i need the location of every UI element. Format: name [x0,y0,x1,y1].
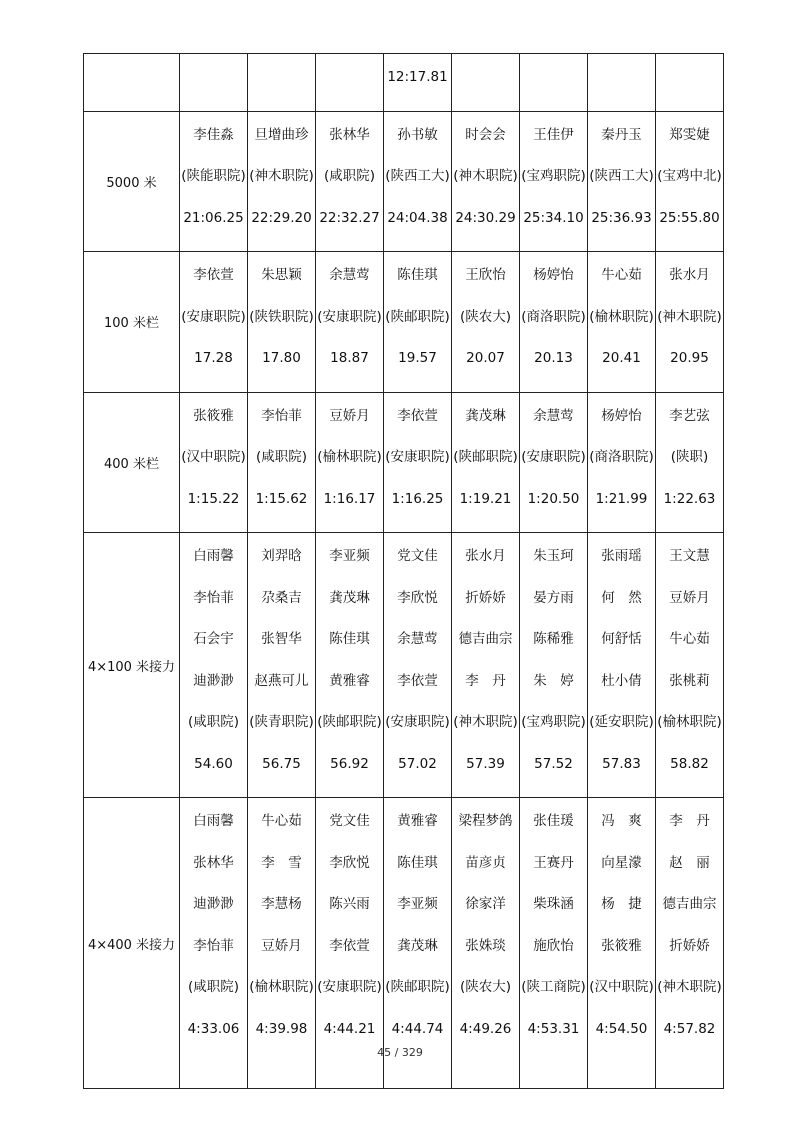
athlete-name: 刘羿晗 [261,548,302,564]
result-cell [656,392,724,533]
result-time: 1:16.17 [323,490,376,507]
result-cell [656,111,724,252]
table-row [84,798,724,1089]
school-name: (榆林职院) [317,449,382,465]
athlete-name: 朱思颖 [261,267,302,283]
athlete-name: 余慧莺 [329,267,370,283]
result-time: 18.87 [330,350,369,366]
athlete-name: 李慧杨 [261,896,302,912]
result-time: 57.52 [534,755,573,772]
athlete-name: 张桃莉 [669,672,710,689]
event-name-cell [84,54,180,112]
athlete-name: 杜小倩 [601,672,642,689]
result-cell [384,798,452,1089]
school-name: (陕邮职院) [453,449,518,465]
school-name: (陕邮职院) [317,714,382,730]
athlete-name: 李亚频 [397,896,438,912]
result-cell [452,111,520,252]
athlete-name: 石会宇 [193,631,234,647]
athlete-name: 张林华 [193,854,234,871]
athlete-name: 李佳淼 [193,126,234,143]
athlete-name: 黄雅睿 [397,813,438,829]
athlete-name: 张林华 [329,126,370,143]
result-time: 57.83 [602,755,641,772]
result-time: 4:39.98 [255,1020,308,1037]
result-cell [452,54,520,112]
result-text [452,69,519,111]
result-cell [248,798,316,1089]
athlete-name: 余慧莺 [397,631,438,647]
school-name: (神木职院) [453,168,518,184]
result-cell [588,798,656,1089]
athlete-name: 张姝琰 [465,937,506,954]
result-time: 56.75 [262,755,301,772]
athlete-name: 苗彦贞 [465,854,506,871]
school-name: (安康职院) [181,308,246,325]
athlete-name: 李依萱 [397,407,438,424]
result-cell [180,798,248,1089]
result-time: 4:49.26 [459,1020,512,1037]
athlete-name: 陈佳琪 [329,631,370,647]
result-time: 4:57.82 [663,1020,716,1037]
result-cell [384,533,452,798]
school-name: (榆林职院) [249,979,314,995]
athlete-name: 梁程梦鸽 [458,813,513,829]
athlete-name: 杨婷怡 [533,267,574,283]
athlete-name: 柴珠涵 [533,896,574,912]
result-time: 1:19.21 [459,490,512,507]
table-row [84,54,724,112]
result-time: 19.57 [398,350,437,366]
athlete-name: 折娇娇 [669,937,710,954]
athlete-name: 迪渺渺 [193,672,234,689]
athlete-name: 龚茂琳 [397,937,438,954]
athlete-name: 李亚频 [329,548,370,564]
school-name: (安康职院) [317,979,382,995]
athlete-name: 秦丹玉 [601,126,642,143]
result-time: 17.28 [194,350,233,366]
result-time: 24:30.29 [455,209,516,226]
athlete-name: 张筱雅 [193,407,234,424]
school-name: (宝鸡职院) [521,168,586,184]
result-cell [452,533,520,798]
athlete-name: 折娇娇 [465,589,506,606]
result-cell [588,54,656,112]
school-name: (延安职院) [589,714,654,730]
result-cell [316,533,384,798]
athlete-name: 张佳瑗 [533,813,574,829]
result-cell [384,252,452,393]
athlete-name: 孙书敏 [397,126,438,143]
athlete-name: 龚茂琳 [465,407,506,424]
athlete-name: 时会会 [465,126,506,143]
school-name: (神木职院) [657,979,722,995]
result-text [656,69,723,111]
result-cell [180,54,248,112]
result-cell [452,252,520,393]
table-row [84,533,724,798]
result-time: 1:16.25 [391,490,444,507]
result-cell [384,392,452,533]
result-time: 4:53.31 [527,1020,580,1037]
result-cell [384,54,452,112]
school-name: (咸职院) [187,714,240,730]
athlete-name: 李怡菲 [193,589,234,606]
result-cell [180,252,248,393]
athlete-name: 陈佳琪 [397,854,438,871]
athlete-name: 朱 婷 [533,672,574,689]
result-time: 1:22.63 [663,490,716,507]
school-name: (陕西工大) [385,168,450,184]
result-time: 20.41 [602,350,641,366]
result-time: 17.80 [262,350,301,366]
athlete-name: 李 雪 [261,854,302,871]
result-cell [520,392,588,533]
result-cell [248,111,316,252]
school-name: (陕工商院) [521,979,586,995]
result-cell [180,111,248,252]
result-time: 1:15.62 [255,490,308,507]
athlete-name: 李 丹 [465,672,506,689]
result-time: 4:44.21 [323,1020,376,1037]
school-name: (安康职院) [521,449,586,465]
school-name: (宝鸡中北) [657,168,722,184]
athlete-name: 赵 丽 [669,854,710,871]
table-row [84,392,724,533]
school-name: (陕能职院) [181,168,246,184]
athlete-name: 牛心茹 [601,267,642,283]
result-cell [656,54,724,112]
athlete-name: 李艺弦 [669,407,710,424]
athlete-name: 王赛丹 [533,854,574,871]
athlete-name: 黄雅睿 [329,672,370,689]
result-time: 21:06.25 [183,209,244,226]
result-time: 56.92 [330,755,369,772]
athlete-name: 旦增曲珍 [254,126,309,143]
result-cell [180,392,248,533]
school-name: (咸职院) [255,449,308,465]
athlete-name: 王佳伊 [533,126,574,143]
athlete-name: 豆娇月 [261,937,302,954]
result-cell [316,54,384,112]
result-cell [520,54,588,112]
athlete-name: 李欣悦 [397,589,438,606]
result-time: 20.07 [466,350,505,366]
athlete-name: 李 丹 [669,813,710,829]
athlete-name: 龚茂琳 [329,589,370,606]
result-cell [248,252,316,393]
result-time: 25:34.10 [523,209,584,226]
athlete-name: 李依萱 [193,267,234,283]
result-time: 4:44.74 [391,1020,444,1037]
result-time: 54.60 [194,755,233,772]
athlete-name: 朱玉珂 [533,548,574,564]
athlete-name: 陈兴雨 [329,896,370,912]
table-row [84,111,724,252]
result-time: 24:04.38 [387,209,448,226]
school-name: (陕邮职院) [385,308,450,325]
result-time: 57.39 [466,755,505,772]
school-name: (商洛职院) [521,308,586,325]
result-time: 25:36.93 [591,209,652,226]
results-table [83,53,724,1089]
result-time: 57.02 [398,755,437,772]
result-cell [248,54,316,112]
athlete-name: 李怡菲 [261,407,302,424]
athlete-name: 尕桑吉 [261,589,302,606]
athlete-name: 白雨馨 [193,813,234,829]
athlete-name: 豆娇月 [669,589,710,606]
event-name-cell: 4×100 米接力 [84,533,180,798]
result-cell [180,533,248,798]
athlete-name: 李怡菲 [193,937,234,954]
result-text [520,69,587,111]
school-name: (神木职院) [657,308,722,325]
school-name: (安康职院) [385,714,450,730]
school-name: (汉中职院) [589,979,654,995]
athlete-name: 德吉曲宗 [458,631,513,647]
school-name: (陕职) [670,449,709,465]
athlete-name: 王文慧 [669,548,710,564]
athlete-name: 白雨馨 [193,548,234,564]
result-time: 4:54.50 [595,1020,648,1037]
school-name: (陕青职院) [249,714,314,730]
athlete-name: 郑雯婕 [669,126,710,143]
school-name: (咸职院) [323,168,376,184]
school-name: (神木职院) [249,168,314,184]
athlete-name: 施欣怡 [533,937,574,954]
athlete-name: 李依萱 [397,672,438,689]
table-body [84,54,724,1089]
athlete-name: 王欣怡 [465,267,506,283]
result-cell [520,798,588,1089]
school-name: (陕铁职院) [249,308,314,325]
school-name: (榆林职院) [589,308,654,325]
school-name: (陕邮职院) [385,979,450,995]
athlete-name: 李依萱 [329,937,370,954]
athlete-name: 张智华 [261,631,302,647]
result-cell [316,111,384,252]
athlete-name: 杨婷怡 [601,407,642,424]
athlete-name: 德吉曲宗 [662,896,717,912]
event-name-cell: 5000 米 [84,111,180,252]
athlete-name: 冯 爽 [601,813,642,829]
athlete-name: 豆娇月 [329,407,370,424]
athlete-name: 牛心茹 [669,631,710,647]
athlete-name: 何 然 [601,589,642,606]
result-cell [248,533,316,798]
athlete-name: 杨 捷 [601,896,642,912]
result-cell [656,533,724,798]
athlete-name: 牛心茹 [261,813,302,829]
school-name: (宝鸡职院) [521,714,586,730]
result-time: 1:21.99 [595,490,648,507]
result-time: 20.13 [534,350,573,366]
athlete-name: 党文佳 [397,548,438,564]
school-name: (陕农大) [459,308,512,325]
school-name: (陕西工大) [589,168,654,184]
event-name-cell: 4×400 米接力 [84,798,180,1089]
athlete-name: 李欣悦 [329,854,370,871]
result-cell [656,252,724,393]
athlete-name: 张筱雅 [601,937,642,954]
athlete-name: 向星濛 [601,854,642,871]
school-name: (商洛职院) [589,449,654,465]
event-name-cell: 100 米栏 [84,252,180,393]
athlete-name: 迪渺渺 [193,896,234,912]
result-cell [588,392,656,533]
athlete-name: 张水月 [669,267,710,283]
result-cell [316,252,384,393]
result-cell [452,392,520,533]
result-cell [588,111,656,252]
result-cell [520,252,588,393]
result-cell [588,533,656,798]
table-row [84,252,724,393]
result-time: 4:33.06 [187,1020,240,1037]
school-name: (安康职院) [317,308,382,325]
result-time: 20.95 [670,350,709,366]
athlete-name: 陈稀雅 [533,631,574,647]
athlete-name: 张雨瑶 [601,548,642,564]
athlete-name: 徐家洋 [465,896,506,912]
athlete-name: 赵燕可儿 [254,672,309,689]
result-time: 1:20.50 [527,490,580,507]
result-time: 1:15.22 [187,490,240,507]
athlete-name: 何舒恬 [601,631,642,647]
athlete-name: 陈佳琪 [397,267,438,283]
result-time: 22:32.27 [319,209,380,226]
result-cell [452,798,520,1089]
result-text [180,69,247,111]
result-cell [248,392,316,533]
result-text [248,69,315,111]
result-time: 58.82 [670,755,709,772]
result-cell [316,392,384,533]
athlete-name: 晏方雨 [533,589,574,606]
result-cell [520,533,588,798]
school-name: (神木职院) [453,714,518,730]
school-name: (汉中职院) [181,449,246,465]
result-cell [316,798,384,1089]
athlete-name: 余慧莺 [533,407,574,424]
result-time: 22:29.20 [251,209,312,226]
result-text: 12:17.81 [387,69,448,85]
result-text [316,69,383,111]
school-name: (咸职院) [187,979,240,995]
result-cell [384,111,452,252]
school-name: (陕农大) [459,979,512,995]
result-text [588,69,655,111]
result-time: 25:55.80 [659,209,720,226]
result-cell [588,252,656,393]
school-name: (榆林职院) [657,714,722,730]
athlete-name: 张水月 [465,548,506,564]
athlete-name: 党文佳 [329,813,370,829]
school-name: (安康职院) [385,449,450,465]
event-name-cell: 400 米栏 [84,392,180,533]
result-cell [520,111,588,252]
result-cell [656,798,724,1089]
page-number: 45 / 329 [377,1046,423,1059]
